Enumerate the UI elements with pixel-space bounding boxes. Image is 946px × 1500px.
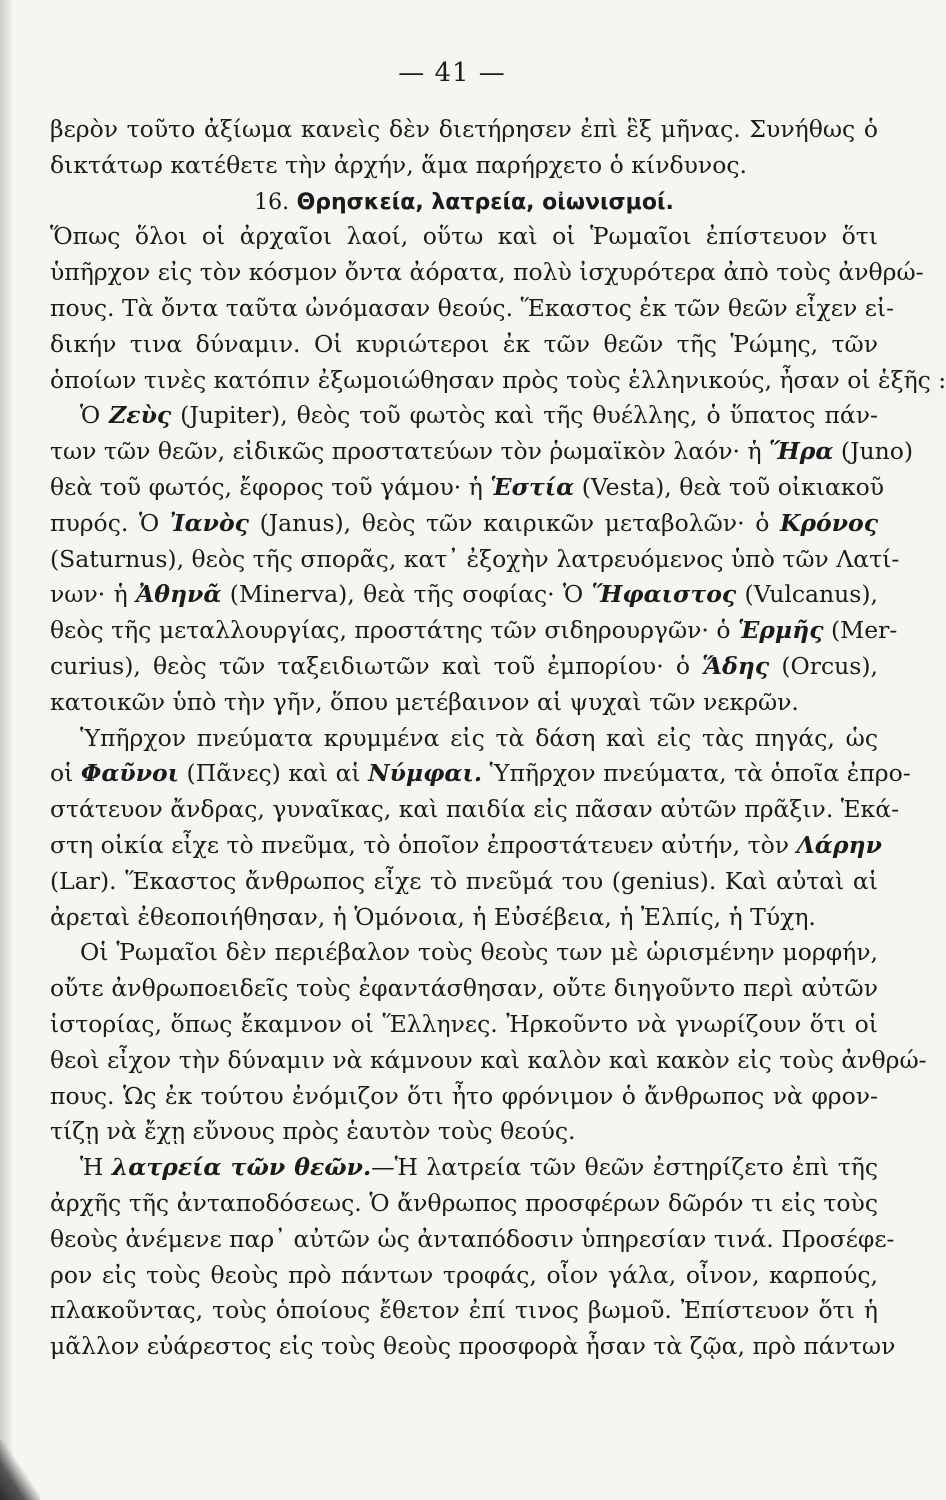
page-body xyxy=(50,112,946,1365)
section-number: 16. xyxy=(254,189,290,215)
text-line: οὔτε ἀνθρωποειδεῖς τοὺς ἐφαντάσθησαν, οὔτε διηγοῦντο περὶ αὐτῶν xyxy=(50,974,878,1003)
text-line: (Lar). Ἕκαστος ἄνθρωπος εἶχε τὸ πνεῦμά του (genius). Καὶ αὐταὶ αἱ xyxy=(50,866,878,895)
text-line: θεοὶ εἶχον τὴν δύναμιν νὰ κάμνουν καὶ καλὸν καὶ κακὸν εἰς τοὺς ἀνθρώ- xyxy=(50,1045,927,1074)
text-line: πυρός. Ὁ Ἰανὸς (Janus), θεὸς τῶν καιρικῶν μεταβολῶν· ὁ Κρόνος xyxy=(50,508,879,537)
spirit-name: Νύμφαι. xyxy=(368,759,483,788)
text-line: των τῶν θεῶν, εἰδικῶς προστατεύων τὸν ῥωμαϊκὸν λαόν· ἡ Ἥρα (Juno) xyxy=(50,437,914,466)
text-line: Ὅπως ὅλοι οἱ ἀρχαῖοι λαοί, οὕτω καὶ οἱ Ῥωμαῖοι ἐπίστευον ὅτι xyxy=(50,222,878,251)
text-line: ἀρεταὶ ἐθεοποιήθησαν, ἡ Ὁμόνοια, ἡ Εὐσέβεια, ἡ Ἐλπίς, ἡ Τύχη. xyxy=(50,902,816,931)
text-line: μᾶλλον εὐάρεστος εἰς τοὺς θεοὺς προσφορὰ ἦσαν τὰ ζῷα, πρὸ πάντων xyxy=(50,1332,896,1361)
text-line: ὁποίων τινὲς κατόπιν ἐξωμοιώθησαν πρὸς τοὺς ἑλληνικούς, ἦσαν οἱ ἑξῆς : xyxy=(50,365,946,394)
god-name: Ἀθηνᾶ xyxy=(136,580,222,609)
page-number: — 41 — xyxy=(398,58,506,88)
text-line: οἱ Φαῦνοι (Πᾶνες) καὶ αἱ Νύμφαι. Ὑπῆρχον πνεύματα, τὰ ὁποῖα ἐπρο- xyxy=(50,759,911,788)
god-name: Κρόνος xyxy=(779,508,879,537)
god-name: Ἑστία xyxy=(490,472,575,501)
page-spine-shadow xyxy=(0,0,14,1500)
spirit-name: Φαῦνοι xyxy=(80,759,180,788)
text-line: θεοὺς ἀνέμενε παρ᾿ αὐτῶν ὡς ἀνταπόδοσιν ὑπηρεσίαν τινά. Προσέφε- xyxy=(50,1224,895,1253)
page-corner-shadow xyxy=(0,1440,40,1500)
text-line: στη οἰκία εἶχε τὸ πνεῦμα, τὸ ὁποῖον ἐπροστάτευεν αὐτήν, τὸν Λάρην xyxy=(50,830,882,859)
text-line: δικτάτωρ κατέθετε τὴν ἀρχήν, ἅμα παρήρχετο ὁ κίνδυνος. xyxy=(50,150,747,179)
text-line: Ὁ Ζεὺς (Jupiter), θεὸς τοῦ φωτὸς καὶ τῆς θυέλλης, ὁ ὕπατος πάν- xyxy=(80,401,878,430)
god-name: Ἅδης xyxy=(702,651,770,680)
text-line: πους. Τὰ ὄντα ταῦτα ὠνόμασαν θεούς. Ἕκαστος ἐκ τῶν θεῶν εἶχεν εἰ- xyxy=(50,293,895,322)
subsection-title: λατρεία τῶν θεῶν. xyxy=(111,1153,372,1182)
god-name: Ζεὺς xyxy=(109,401,172,430)
text-line: δικήν τινα δύναμιν. Οἱ κυριώτεροι ἐκ τῶν θεῶν τῆς Ῥώμης, τῶν xyxy=(50,329,878,358)
text-line: βερὸν τοῦτο ἀξίωμα κανεὶς δὲν διετήρησεν ἐπὶ ἓξ μῆνας. Συνήθως ὁ xyxy=(50,115,878,143)
text-line: (Saturnus), θεὸς τῆς σπορᾶς, κατ᾿ ἐξοχὴν λατρευόμενος ὑπὸ τῶν Λατί- xyxy=(50,544,900,573)
text-line: κατοικῶν ὑπὸ τὴν γῆν, ὅπου μετέβαινον αἱ ψυχαὶ τῶν νεκρῶν. xyxy=(50,687,799,716)
text-line: τίζῃ νὰ ἔχῃ εὔνους πρὸς ἑαυτὸν τοὺς θεούς. xyxy=(50,1117,576,1146)
section-heading xyxy=(50,184,878,220)
text-line: ρον εἰς τοὺς θεοὺς πρὸ πάντων τροφάς, οἷον γάλα, οἶνον, καρπούς, xyxy=(50,1260,878,1289)
text-line: νων· ἡ Ἀθηνᾶ (Minerva), θεὰ τῆς σοφίας· Ὁ Ἥφαιστος (Vulcanus), xyxy=(50,580,878,609)
text-line: ὑπῆρχον εἰς τὸν κόσμον ὄντα ἀόρατα, πολὺ ἰσχυρότερα ἀπὸ τοὺς ἀνθρώ- xyxy=(50,258,924,287)
god-name: Ἥρα xyxy=(769,437,834,466)
text-line: θεὰ τοῦ φωτός, ἔφορος τοῦ γάμου· ἡ Ἑστία (Vesta), θεὰ τοῦ οἰκιακοῦ xyxy=(50,472,885,501)
text-line: πους. Ὡς ἐκ τούτου ἐνόμιζον ὅτι ἦτο φρόνιμον ὁ ἄνθρωπος νὰ φρον- xyxy=(50,1081,878,1110)
text-line: Ὑπῆρχον πνεύματα κρυμμένα εἰς τὰ δάση καὶ εἰς τὰς πηγάς, ὡς xyxy=(80,723,878,752)
god-name: Ἥφαιστος xyxy=(591,580,737,609)
god-name: Ἰανὸς xyxy=(169,508,249,537)
text-line: θεὸς τῆς μεταλλουργίας, προστάτης τῶν σιδηρουργῶν· ὁ Ἑρμῆς (Mer- xyxy=(50,616,898,645)
text-line: Ἡ λατρεία τῶν θεῶν.—Ἡ λατρεία τῶν θεῶν ἐστηρίζετο ἐπὶ τῆς xyxy=(80,1153,879,1182)
section-title: Θρησκεία, λατρεία, οἰωνισμοί. xyxy=(296,189,674,215)
god-name: Ἑρμῆς xyxy=(737,616,824,645)
text-line: curius), θεὸς τῶν ταξειδιωτῶν καὶ τοῦ ἐμπορίου· ὁ Ἅδης (Orcus), xyxy=(50,651,878,680)
text-line: Οἱ Ῥωμαῖοι δὲν περιέβαλον τοὺς θεοὺς των μὲ ὡρισμένην μορφήν, xyxy=(80,938,878,967)
spirit-name: Λάρην xyxy=(796,830,882,859)
text-line: ἱστορίας, ὅπως ἔκαμνον οἱ Ἕλληνες. Ἠρκοῦντο νὰ γνωρίζουν ὅτι οἱ xyxy=(50,1009,878,1038)
text-line: πλακοῦντας, τοὺς ὁποίους ἔθετον ἐπί τινος βωμοῦ. Ἐπίστευον ὅτι ἡ xyxy=(50,1296,878,1325)
text-line: στάτευον ἄνδρας, γυναῖκας, καὶ παιδία εἰς πᾶσαν αὐτῶν πρᾶξιν. Ἑκά- xyxy=(50,795,900,824)
text-line: ἀρχῆς τῆς ἀνταποδόσεως. Ὁ ἄνθρωπος προσφέρων δῶρόν τι εἰς τοὺς xyxy=(50,1188,878,1217)
